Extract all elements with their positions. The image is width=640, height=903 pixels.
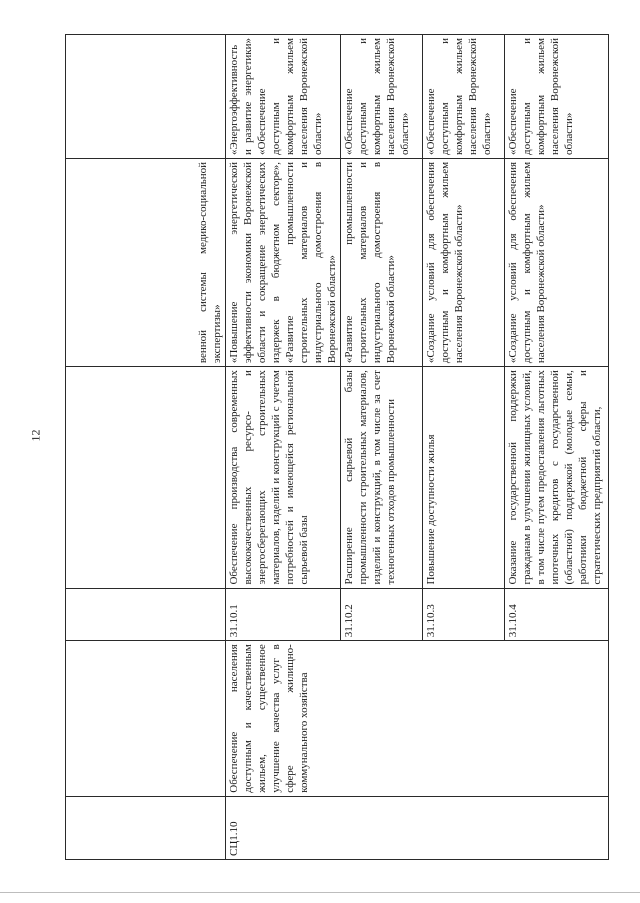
program-cell: «Обеспечение доступным и комфортным жильем населения Воронежской области» bbox=[423, 35, 505, 159]
row-code-cell: 31.10.1 bbox=[226, 588, 341, 641]
rotated-table-container bbox=[65, 34, 603, 860]
section-goal-cell: Обеспечение населения доступным и качественным жильем, существенное улучшение качества услуг в сфере жилищно-коммунального хозяйства bbox=[226, 641, 609, 797]
measure-continuation-cell: венной системы медико-социальной экспертизы» bbox=[66, 158, 226, 366]
task-cell: Оказание государственной поддержки гражданам в улучшении жилищных условий, в том числе путем предоставления льготных ипотечных кредитов с государственной (областной) поддержкой (молодые семьи, работники бюджетной сферы и стратегических предприятий области, bbox=[505, 367, 609, 588]
task-cell: Обеспечение производства современных высококачественных ресурсо- и энергосберегающих строительных материалов, изделий и конструкций с учетом потребностей и имеющейся региональной сырьевой базы bbox=[226, 367, 341, 588]
empty-cell bbox=[66, 35, 226, 159]
empty-cell bbox=[66, 367, 226, 588]
section-code-cell: СЦ1.10 bbox=[226, 796, 609, 859]
measure-cell: «Развитие промышленности строительных материалов и индустриального домостроения в Воронежской области» bbox=[341, 158, 423, 366]
page-number: 12 bbox=[28, 429, 43, 442]
strategy-table bbox=[65, 34, 609, 860]
empty-cell bbox=[66, 641, 226, 797]
table-row bbox=[226, 35, 341, 860]
scan-edge-line bbox=[0, 892, 640, 893]
program-cell: «Обеспечение доступным и комфортным жильем населения Воронежской области» bbox=[341, 35, 423, 159]
row-code-cell: 31.10.3 bbox=[423, 588, 505, 641]
task-cell: Повышение доступности жилья bbox=[423, 367, 505, 588]
task-cell: Расширение сырьевой базы промышленности строительных материалов, изделий и конструкций, в том числе за счет техногенных отходов промышленности bbox=[341, 367, 423, 588]
measure-cell: «Повышение энергетической эффективности экономики Воронежской области и сокращение энергетических издержек в бюджетном секторе», «Развитие промышленности строительных материалов и индустриального домостроения в Воронежской области» bbox=[226, 158, 341, 366]
measure-cell: «Создание условий для обеспечения доступным и комфортным жильем населения Воронежской области» bbox=[505, 158, 609, 366]
program-cell: «Энергоэффективность и развитие энергетики» «Обеспечение доступным и комфортным жильем населения Воронежской области» bbox=[226, 35, 341, 159]
table-row bbox=[66, 35, 226, 860]
program-cell: «Обеспечение доступным и комфортным жильем населения Воронежской области» bbox=[505, 35, 609, 159]
measure-cell: «Создание условий для обеспечения доступным и комфортным жильем населения Воронежской области» bbox=[423, 158, 505, 366]
empty-cell bbox=[66, 588, 226, 641]
empty-cell bbox=[66, 796, 226, 859]
row-code-cell: 31.10.4 bbox=[505, 588, 609, 641]
row-code-cell: 31.10.2 bbox=[341, 588, 423, 641]
